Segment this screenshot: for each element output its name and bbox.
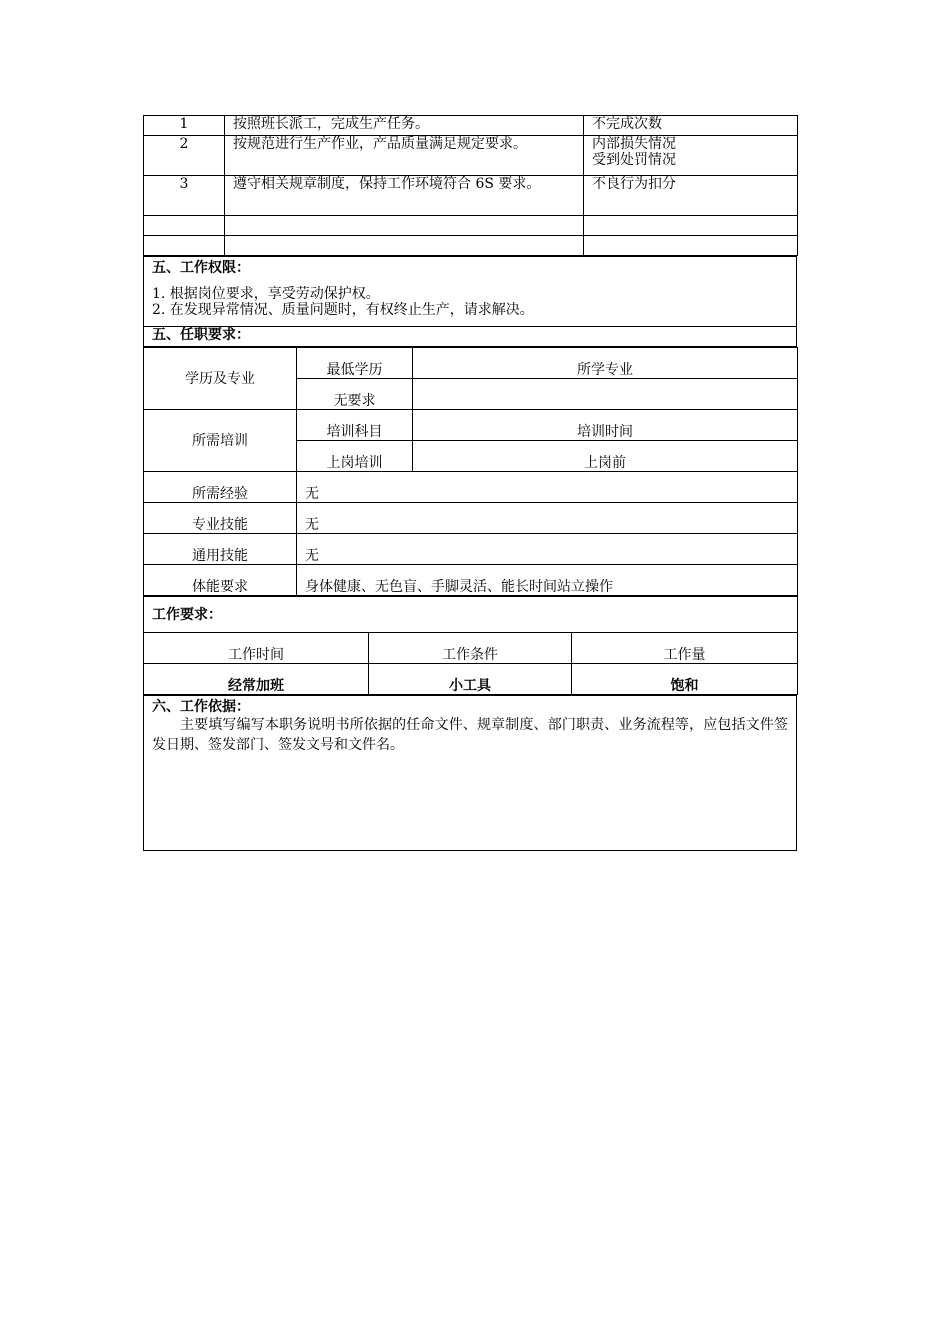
kpi-content: 遵守相关规章制度，保持工作环境符合 6S 要求。 [225,176,584,216]
authority-heading: 五、工作权限： [152,260,250,276]
table-row [144,472,798,503]
kpi-content: 按照班长派工，完成生产任务。 [225,116,584,136]
table-row [144,410,798,441]
work-req-value: 饱和 [572,664,798,695]
table-row [144,348,798,379]
work-requirements-table [143,596,798,695]
work-req-value: 经常加班 [144,664,369,695]
requirements-heading: 五、任职要求： [144,327,797,347]
work-req-header: 工作量 [572,633,798,664]
work-req-header: 工作条件 [369,633,572,664]
requirements-table [143,347,798,596]
table-row [144,664,798,695]
training-time-value: 上岗前 [413,441,798,472]
table-row [144,116,798,136]
table-row [144,565,798,596]
major-value [413,379,798,410]
basis-heading: 六、工作依据： [152,699,250,715]
req-label: 专业技能 [144,503,297,534]
kpi-standard: 内部损失情况 受到处罚情况 [584,136,798,176]
education-label: 学历及专业 [144,348,297,410]
kpi-standard: 不完成次数 [584,116,798,136]
table-row [144,503,798,534]
authority-item: 1. 根据岗位要求，享受劳动保护权。 [152,286,380,302]
req-value: 无 [297,472,798,503]
major-header: 所学专业 [413,348,798,379]
kpi-no: 2 [144,136,225,176]
req-value: 无 [297,534,798,565]
basis-section [143,695,797,851]
table-row [144,534,798,565]
table-row [144,176,798,216]
kpi-no: 3 [144,176,225,216]
training-subject-value: 上岗培训 [297,441,413,472]
table-row [144,216,798,236]
min-edu-header: 最低学历 [297,348,413,379]
kpi-content: 按规范进行生产作业，产品质量满足规定要求。 [225,136,584,176]
min-edu-value: 无要求 [297,379,413,410]
req-label: 所需经验 [144,472,297,503]
work-req-heading: 工作要求： [144,597,798,633]
kpi-table [143,115,798,256]
table-row [144,236,798,256]
table-row [144,633,798,664]
kpi-standard: 不良行为扣分 [584,176,798,216]
work-req-value: 小工具 [369,664,572,695]
kpi-no: 1 [144,116,225,136]
work-req-header: 工作时间 [144,633,369,664]
job-description-sheet [143,115,797,851]
training-label: 所需培训 [144,410,297,472]
req-value: 身体健康、无色盲、手脚灵活、能长时间站立操作 [297,565,798,596]
req-label: 体能要求 [144,565,297,596]
training-subject-header: 培训科目 [297,410,413,441]
req-label: 通用技能 [144,534,297,565]
authority-item: 2. 在发现异常情况、质量问题时，有权终止生产，请求解决。 [152,302,534,318]
req-value: 无 [297,503,798,534]
basis-text: 主要填写编写本职务说明书所依据的任命文件、规章制度、部门职责、业务流程等，应包括文件签发日期、签发部门、签发文号和文件名。 [152,717,788,753]
table-row [144,136,798,176]
authority-section [143,256,797,347]
training-time-header: 培训时间 [413,410,798,441]
